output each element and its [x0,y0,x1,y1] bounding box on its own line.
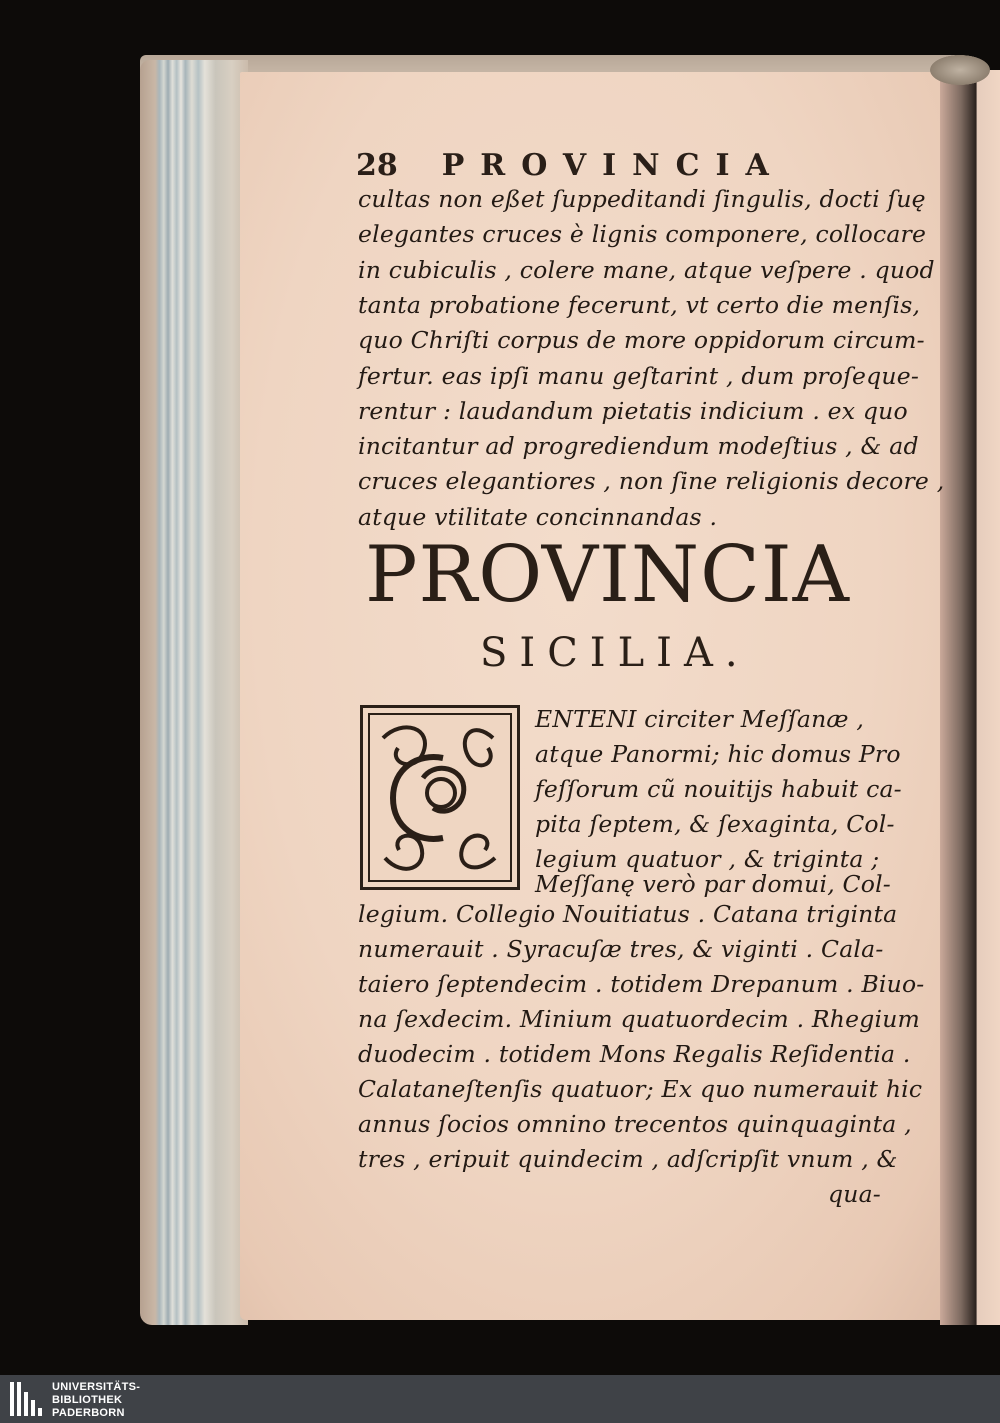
page-stack-edges [140,60,248,1325]
text-line: taiero ſeptendecim . totidem Drepanum . Biuo- [358,970,925,998]
section-subtitle: SICILIA. [480,630,750,676]
text-line: quo Chriſti corpus de more oppidorum circum- [358,326,925,354]
facing-page-gutter [940,70,1000,1325]
library-name-line1: UNIVERSITÄTS- [52,1381,141,1393]
text-line: annus ſocios omnino trecentos quinquaginta , [358,1110,912,1138]
text-line: cruces elegantiores , non ſine religionis decore , [358,467,945,495]
text-line: Calataneſtenſis quatuor; Ex quo numerauit hic [358,1075,923,1103]
text-line: cultas non eßet ſuppeditandi ſingulis, docti ſuę [358,185,926,213]
text-line: incitantur ad progrediendum modeſtius , & ad [358,432,919,460]
section-title: PROVINCIA [365,530,850,620]
text-line: atque vtilitate concinnandas . [358,503,718,531]
text-line: feſſorum cũ nouitijs habuit ca- [535,775,902,803]
library-name-line2: BIBLIOTHEK [52,1394,123,1406]
binding-tie [930,55,990,85]
running-head [356,148,836,188]
text-line: Meſſanę verò par domui, Col- [535,870,891,898]
text-line: tres , eripuit quindecim , adſcripſit vnum , & [358,1145,898,1173]
text-line: in cubiculis , colere mane, atque veſpere . quod [358,256,935,284]
decorated-initial [360,705,520,890]
library-footer-bar [0,1375,1000,1423]
text-line: na ſexdecim. Minium quatuordecim . Rhegium [358,1005,921,1033]
text-line: numerauit . Syracuſæ tres, & viginti . Cala- [358,935,884,963]
text-line: legium quatuor , & triginta ; [535,845,880,873]
text-line: elegantes cruces è lignis componere, collocare [358,220,927,248]
text-line: tanta probatione fecerunt, vt certo die menſis, [358,291,921,319]
text-line: legium. Collegio Nouitiatus . Catana triginta [358,900,898,928]
library-name-line3: PADERBORN [52,1407,125,1419]
catchword: qua- [828,1180,881,1208]
text-line: duodecim . totidem Mons Regalis Reſidentia . [358,1040,911,1068]
text-line: pita ſeptem, & ſexaginta, Col- [535,810,895,838]
text-line: ENTENI circiter Meſſanæ , [535,705,865,733]
floral-ornament-icon [363,708,517,887]
library-logo-icon [10,1382,42,1416]
text-line: fertur. eas ipſi manu geſtarint , dum proſeque- [358,362,919,390]
text-line: rentur : laudandum pietatis indicium . ex quo [358,397,908,425]
text-line: atque Panormi; hic domus Pro [535,740,901,768]
running-head-title: PROVINCIA [441,148,785,183]
page-number: 28 [356,148,398,183]
